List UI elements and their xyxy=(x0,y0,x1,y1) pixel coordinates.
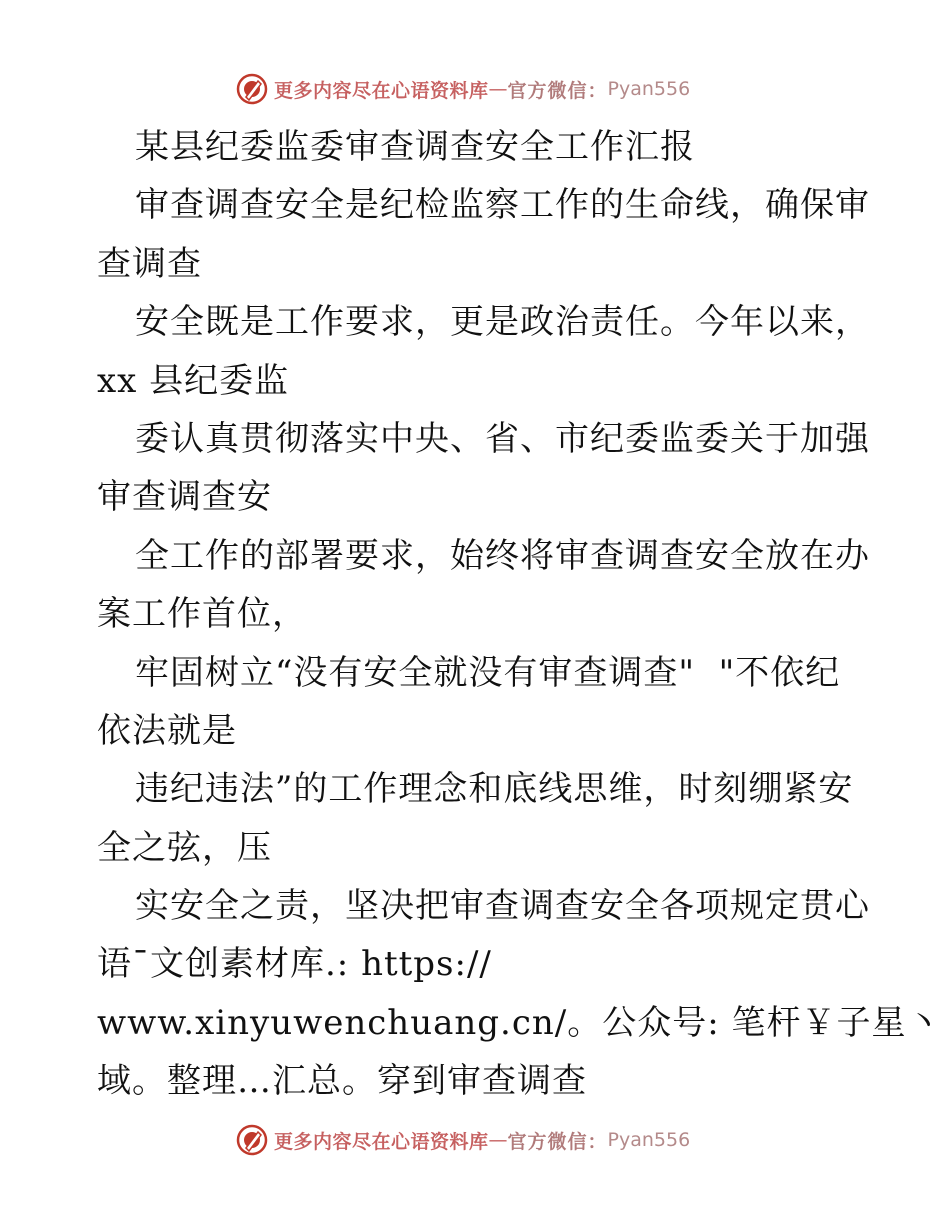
footer-banner xyxy=(236,1123,690,1157)
banner-wechat-id: Pyan556 xyxy=(607,1129,691,1151)
header-banner xyxy=(236,72,690,106)
text-line: xx 县纪委监 xyxy=(97,360,290,401)
banner-wechat-id: Pyan556 xyxy=(607,78,691,100)
text-line: 全工作的部署要求，始终将审查调查安全放在办 xyxy=(135,535,870,576)
text-line: 委认真贯彻落实中央、省、市纪委监委关于加强 xyxy=(135,418,870,459)
banner-dash: — xyxy=(488,78,508,100)
text-line: 案工作首位， xyxy=(97,594,307,635)
document-title: 某县纪委监委审查调查安全工作汇报 xyxy=(135,127,695,167)
text-line: 域。整理…汇总。穿到审查调查 xyxy=(97,1061,587,1102)
text-line: 实安全之责，坚决把审查调查安全各项规定贯心 xyxy=(135,886,870,927)
banner-wechat-label: 官方微信： xyxy=(507,79,608,102)
text-line: 安全既是工作要求，更是政治责任。今年以来， xyxy=(135,302,870,343)
text-line: 审查调查安 xyxy=(97,477,272,518)
document-body xyxy=(97,118,942,1111)
text-line: 违纪违法”的工作理念和底线思维，时刻绷紧安 xyxy=(135,769,854,810)
text-line: 全之弦，压 xyxy=(97,827,272,868)
banner-main-text: 更多内容尽在心语资料库 xyxy=(274,1130,489,1153)
pen-logo-icon xyxy=(236,73,268,105)
banner-dash: — xyxy=(488,1129,508,1151)
text-line: 审查调查安全是纪检监察工作的生命线，确保审 xyxy=(135,185,870,226)
text-line: 查调查 xyxy=(97,243,202,284)
text-line: 依法就是 xyxy=(97,710,237,751)
text-line: 语¯文创素材库.: https:// xyxy=(97,944,492,985)
banner-main-text: 更多内容尽在心语资料库 xyxy=(274,79,489,102)
text-line: www.xinyuwenchuang.cn/。公众号: 笔杆￥子星丶 xyxy=(97,1002,942,1043)
pen-logo-icon xyxy=(236,1124,268,1156)
banner-wechat-label: 官方微信： xyxy=(507,1130,608,1153)
text-line: 牢固树立“没有安全就没有审查调查" "不依纪 xyxy=(135,652,841,693)
